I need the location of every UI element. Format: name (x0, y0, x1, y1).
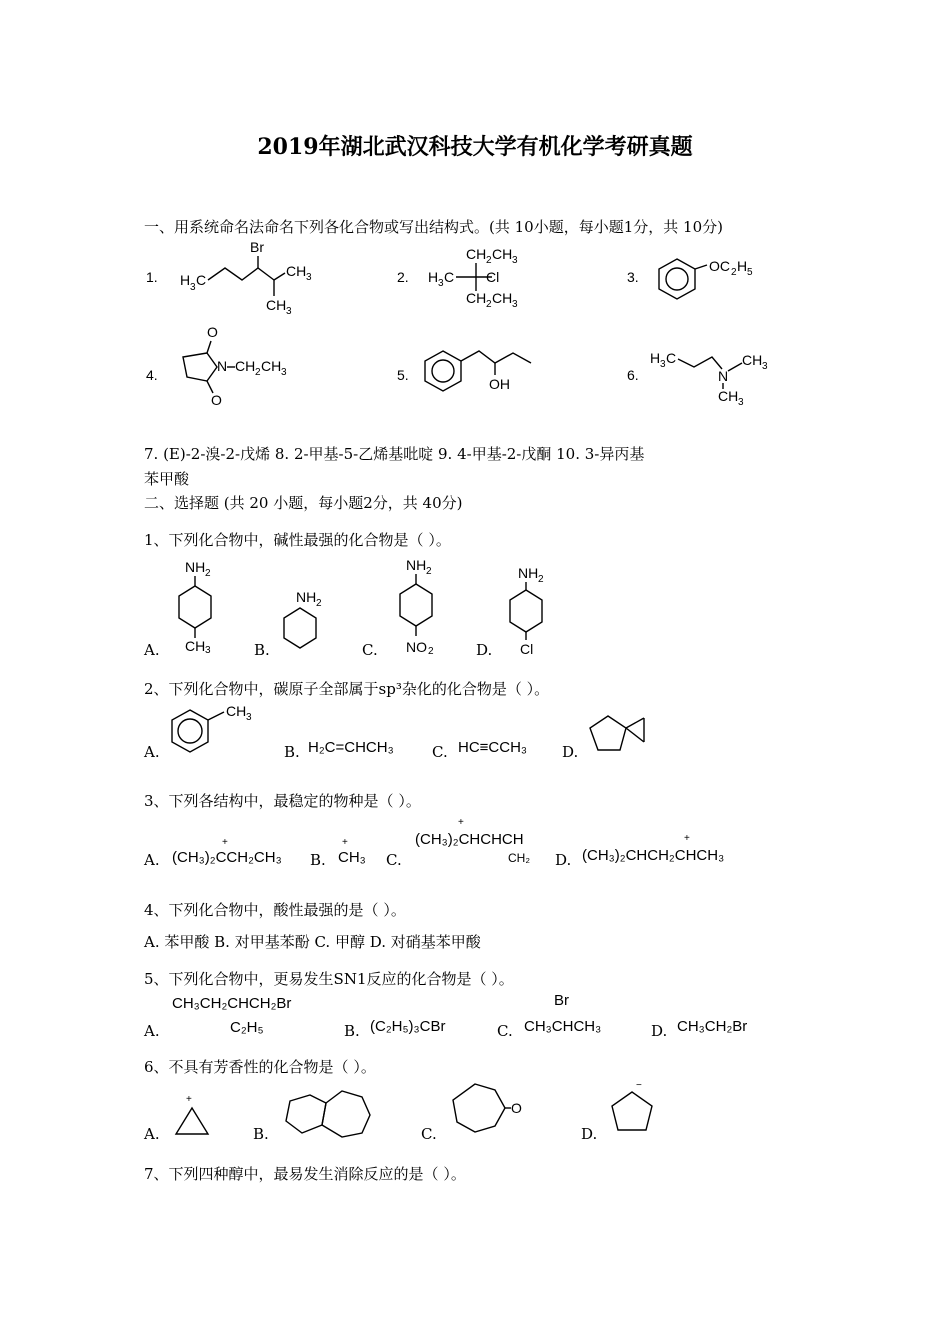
q2-option-b-label: B. (284, 743, 300, 761)
q3-option-c-label: C. (386, 851, 402, 869)
svg-text:2: 2 (486, 255, 492, 266)
q1-option-b-molecule (280, 588, 330, 648)
item-2-number: 2. (397, 269, 409, 285)
svg-text:+: + (186, 1094, 192, 1105)
svg-text:CH: CH (492, 290, 513, 306)
q5-option-b-label: B. (344, 1022, 360, 1040)
svg-text:2: 2 (255, 367, 261, 378)
svg-text:NH: NH (406, 557, 427, 573)
item-6-number: 6. (627, 367, 639, 383)
q6-option-a-molecule (172, 1090, 212, 1140)
q1-option-d-molecule (502, 564, 562, 657)
svg-text:CH: CH (226, 703, 247, 719)
q2-option-c-formula: HC≡CCH₃ (458, 739, 528, 756)
molecule-3 (655, 255, 775, 305)
svg-text:2: 2 (426, 566, 432, 577)
q6-option-b-label: B. (253, 1125, 269, 1143)
section1-heading: 一、用系统命名法命名下列各化合物或写出结构式。(共 10小题，每小题1分，共 10分) (144, 218, 723, 236)
svg-text:H: H (428, 269, 439, 285)
q5-option-d-label: D. (651, 1022, 668, 1040)
q6-option-c-molecule (445, 1080, 535, 1140)
q6-option-b-molecule (280, 1085, 380, 1145)
q3-option-d-label: D. (555, 851, 572, 869)
q1-option-d-label: D. (476, 641, 493, 659)
q3-option-c-charge: + (458, 817, 464, 828)
svg-text:C: C (444, 269, 455, 285)
svg-text:2: 2 (538, 574, 544, 585)
q3-option-b-label: B. (310, 851, 326, 869)
q2-option-d-label: D. (562, 743, 579, 761)
q2-option-a-label: A. (144, 743, 160, 761)
q6-option-d-label: D. (581, 1125, 598, 1143)
svg-text:NH: NH (518, 565, 539, 581)
svg-text:OH: OH (489, 376, 510, 392)
q5-option-c-formula: CH₃CHCH₃ (524, 1018, 602, 1035)
item-4-number: 4. (146, 367, 158, 383)
q3-option-a-formula: (CH₃)₂CCH₂CH₃ (172, 849, 282, 866)
q6-option-d-molecule (608, 1076, 668, 1138)
svg-text:3: 3 (190, 282, 196, 293)
item-3-number: 3. (627, 269, 639, 285)
svg-text:CH: CH (466, 246, 487, 262)
section1-line-10-cont: 苯甲酸 (144, 470, 190, 488)
svg-text:CH: CH (466, 290, 487, 306)
svg-text:NO: NO (406, 639, 427, 655)
q1-option-c-molecule (388, 556, 448, 656)
question-2: 2、下列化合物中，碳原子全部属于sp³杂化的化合物是（ ）。 (144, 680, 550, 698)
q3-option-b-charge: + (342, 837, 348, 848)
q5-option-c-bromine: Br (554, 992, 569, 1009)
molecule-4 (175, 324, 295, 408)
svg-text:NH: NH (185, 559, 206, 575)
svg-text:CH: CH (261, 358, 282, 374)
svg-text:3: 3 (762, 361, 768, 372)
svg-text:NH: NH (296, 589, 317, 605)
page-title: 2019年湖北武汉科技大学有机化学考研真题 (257, 134, 693, 160)
svg-text:N: N (217, 358, 228, 374)
q5-option-a-formula-bottom: C₂H₅ (230, 1019, 264, 1036)
svg-text:3: 3 (438, 278, 444, 289)
svg-text:5: 5 (747, 267, 753, 278)
q3-option-d-charge: + (684, 833, 690, 844)
svg-text:3: 3 (660, 359, 666, 370)
q2-option-b-formula: H₂C=CHCH₃ (308, 739, 394, 756)
svg-text:CH: CH (718, 388, 739, 404)
q3-option-a-label: A. (144, 851, 160, 869)
molecule-2 (428, 245, 568, 310)
svg-text:CH: CH (266, 297, 287, 313)
question-6: 6、不具有芳香性的化合物是（ ）。 (144, 1058, 376, 1076)
svg-text:C: C (666, 350, 677, 366)
q1-option-a-label: A. (144, 641, 160, 659)
svg-text:O: O (207, 324, 218, 340)
svg-text:3: 3 (281, 367, 287, 378)
q5-option-a-formula-top: CH₃CH₂CHCH₂Br (172, 995, 292, 1012)
q5-option-d-formula: CH₃CH₂Br (677, 1018, 748, 1035)
svg-text:3: 3 (205, 645, 211, 656)
svg-text:CH: CH (185, 638, 206, 654)
svg-text:−: − (636, 1080, 642, 1091)
question-4: 4、下列化合物中，酸性最强的是（ ）。 (144, 901, 406, 919)
svg-text:O: O (211, 392, 222, 408)
svg-text:O: O (511, 1100, 522, 1116)
svg-text:CH: CH (235, 358, 256, 374)
q2-option-a-molecule (168, 700, 268, 760)
svg-text:CH: CH (492, 246, 513, 262)
svg-text:C: C (196, 272, 207, 288)
question-4-options: A. 苯甲酸 B. 对甲基苯酚 C. 甲醇 D. 对硝基苯甲酸 (144, 933, 481, 951)
molecule-5 (423, 345, 543, 395)
svg-text:H: H (737, 258, 748, 274)
q2-option-c-label: C. (432, 743, 448, 761)
question-3: 3、下列各结构中，最稳定的物种是（ ）。 (144, 792, 421, 810)
svg-text:H: H (650, 350, 661, 366)
item-5-number: 5. (397, 367, 409, 383)
q5-option-b-formula: (C₂H₅)₃CBr (370, 1018, 446, 1035)
q3-option-b-formula: CH₃ (338, 849, 366, 866)
svg-text:Cl: Cl (520, 641, 534, 657)
svg-text:3: 3 (512, 255, 518, 266)
q5-option-c-label: C. (497, 1022, 513, 1040)
svg-text:H: H (180, 272, 191, 288)
svg-text:2: 2 (205, 568, 211, 579)
svg-text:N: N (718, 368, 729, 384)
q3-option-a-charge: + (222, 837, 228, 848)
section2-heading: 二、选择题 (共 20 小题，每小题2分，共 40分) (144, 494, 463, 512)
section1-line-7-10: 7. (E)-2-溴-2-戊烯 8. 2-甲基-5-乙烯基吡啶 9. 4-甲基-2-戊酮 10. 3-异丙基 (144, 445, 645, 463)
svg-text:3: 3 (246, 712, 252, 723)
question-7: 7、下列四种醇中，最易发生消除反应的是（ ）。 (144, 1165, 466, 1183)
q6-option-c-label: C. (421, 1125, 437, 1143)
question-5: 5、下列化合物中，更易发生SN1反应的化合物是（ ）。 (144, 970, 514, 988)
svg-text:Br: Br (250, 239, 264, 255)
svg-text:Cl: Cl (486, 269, 500, 285)
q3-option-c-formula-bottom: CH₂ (508, 851, 530, 865)
molecule-1 (170, 240, 320, 315)
q3-option-c-formula-top: (CH₃)₂CHCHCH (415, 831, 524, 848)
item-1-number: 1. (146, 269, 158, 285)
q1-option-b-label: B. (254, 641, 270, 659)
svg-text:3: 3 (512, 299, 518, 310)
svg-text:3: 3 (286, 306, 292, 317)
question-1: 1、下列化合物中，碱性最强的化合物是（ ）。 (144, 531, 451, 549)
q6-option-a-label: A. (144, 1125, 160, 1143)
svg-text:2: 2 (486, 299, 492, 310)
q1-option-a-molecule (165, 558, 225, 656)
q2-option-d-molecule (588, 714, 668, 759)
svg-text:OC: OC (709, 258, 730, 274)
q3-option-d-formula: (CH₃)₂CHCH₂CHCH₃ (582, 847, 725, 864)
svg-text:3: 3 (738, 397, 744, 408)
svg-text:3: 3 (306, 272, 312, 283)
molecule-6 (650, 345, 780, 408)
svg-text:CH: CH (742, 352, 763, 368)
svg-text:2: 2 (428, 646, 434, 657)
q1-option-c-label: C. (362, 641, 378, 659)
q5-option-a-label: A. (144, 1022, 160, 1040)
svg-text:2: 2 (316, 598, 322, 609)
svg-text:2: 2 (731, 267, 737, 278)
svg-text:CH: CH (286, 263, 307, 279)
